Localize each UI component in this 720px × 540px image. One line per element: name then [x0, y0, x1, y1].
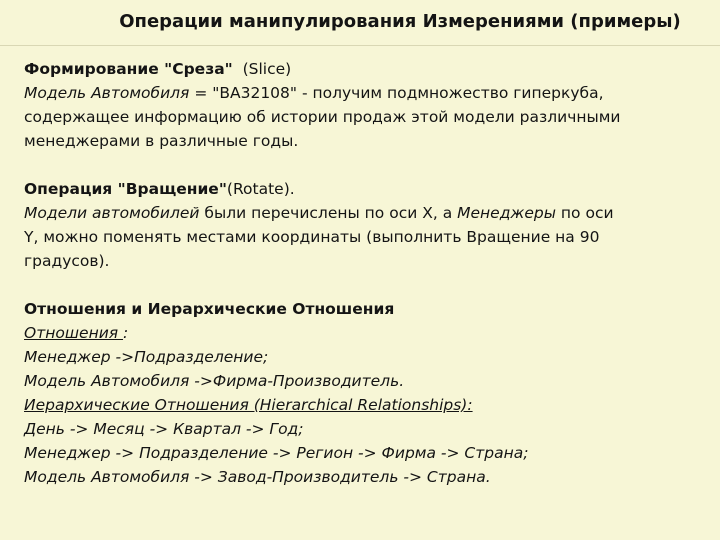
relations-heading: Отношения и Иерархические Отношения — [24, 300, 395, 318]
slice-heading-line — [24, 57, 714, 81]
hierarchy-subheading: Иерархические Отношения (Hierarchical Relationships): — [24, 396, 473, 414]
rotate-heading-line — [24, 177, 714, 201]
slice-line-2: содержащее информацию об истории продаж этой модели различными — [24, 108, 621, 126]
hierarchy-item-1: День -> Месяц -> Квартал -> Год; — [24, 420, 304, 438]
slide-title: Операции манипулирования Измерениями (примеры) — [119, 11, 681, 32]
rotate-line-2: Y, можно поменять местами координаты (выполнить Вращение на 90 — [24, 228, 600, 246]
rotate-heading: Операция "Вращение" — [24, 180, 227, 198]
slice-model-term: Модель Автомобиля — [24, 84, 190, 102]
rotate-managers-term: Менеджеры — [457, 204, 556, 222]
relations-subheading — [24, 321, 714, 345]
slide-body — [24, 57, 714, 489]
hierarchy-item-2: Менеджер -> Подразделение -> Регион -> Фирма -> Страна; — [24, 444, 529, 462]
slice-line-1 — [24, 81, 714, 105]
rotate-models-term: Модели автомобилей — [24, 204, 200, 222]
relation-item-1: Менеджер ->Подразделение; — [24, 348, 269, 366]
relations-sub-label: Отношения — [24, 324, 124, 342]
relations-sub-colon: : — [123, 324, 129, 342]
spacer — [24, 273, 714, 297]
rotate-heading-en: (Rotate). — [226, 180, 295, 198]
title-divider — [0, 45, 720, 46]
relation-item-2: Модель Автомобиля ->Фирма-Производитель. — [24, 372, 405, 390]
rotate-line-1 — [24, 201, 714, 225]
slice-heading-en: (Slice) — [242, 60, 292, 78]
rotate-line-3: градусов). — [24, 252, 110, 270]
rotate-line-1-text: были перечислены по оси X, а — [199, 204, 458, 222]
spacer — [24, 153, 714, 177]
slice-heading: Формирование "Среза" — [24, 60, 233, 78]
rotate-line-1-end: по оси — [556, 204, 614, 222]
hierarchy-item-3: Модель Автомобиля -> Завод-Производитель -> Страна. — [24, 468, 491, 486]
slice-line-3: менеджерами в различные годы. — [24, 132, 299, 150]
slice-line-1-rest: = "BA32108" - получим подмножество гиперкуба, — [194, 84, 604, 102]
